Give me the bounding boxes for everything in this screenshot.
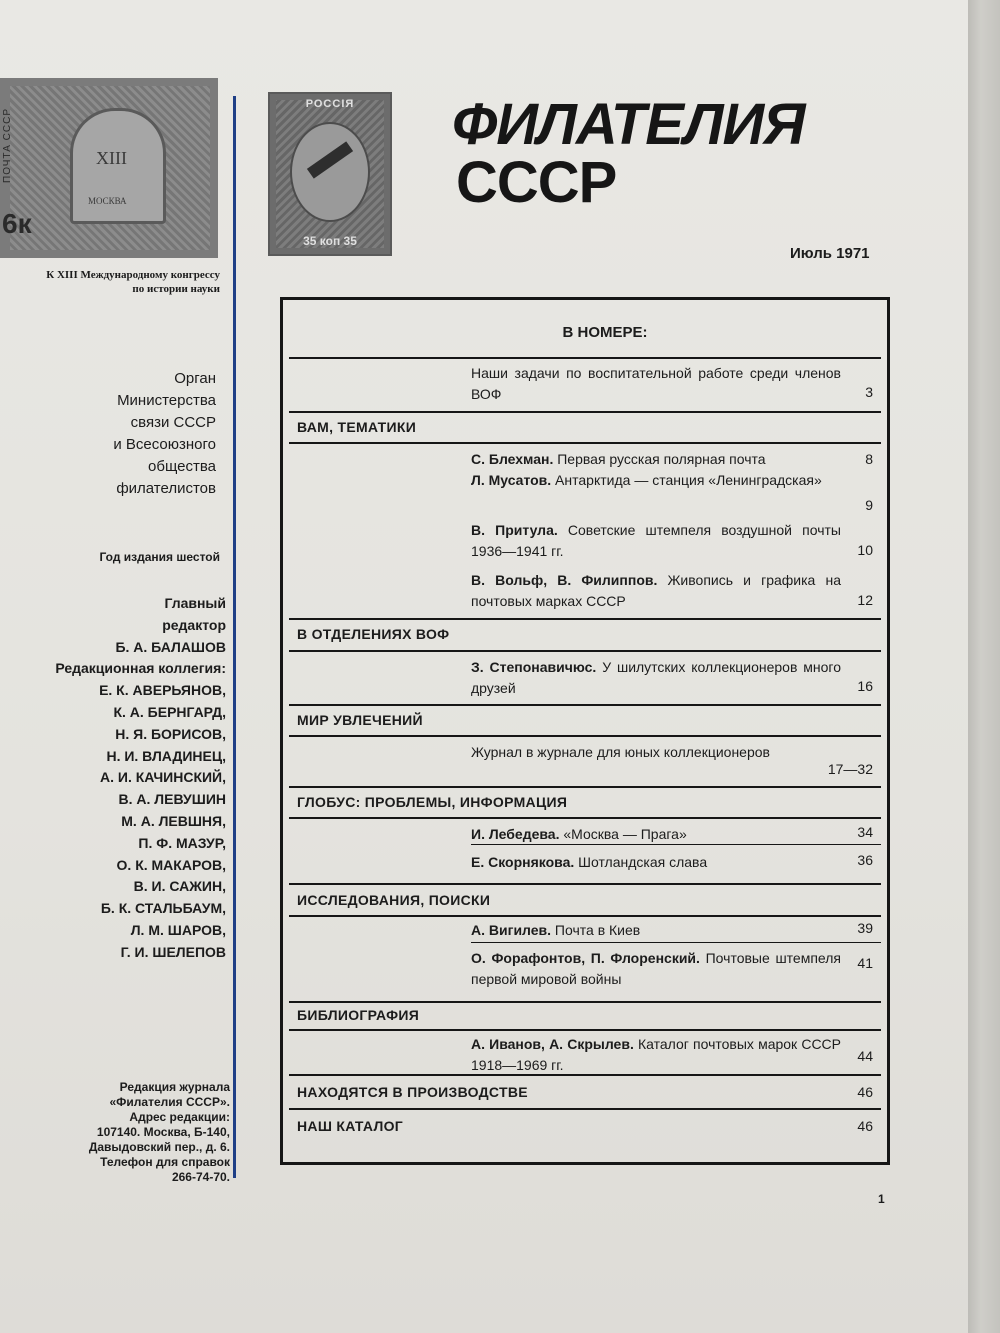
toc-section: НАХОДЯТСЯ В ПРОИЗВОДСТВЕ — [297, 1084, 528, 1100]
toc-page-number: 39 — [857, 920, 873, 936]
toc-entry — [471, 824, 841, 845]
entry-title: Шотландская слава — [574, 854, 708, 870]
stamp-caption-line: К XIII Международному конгрессу — [46, 269, 220, 281]
entry-title: Журнал в журнале для юных коллекционеров — [471, 744, 770, 760]
editorial-line: О. К. МАКАРОВ, — [116, 856, 226, 873]
toc-rule — [289, 1001, 881, 1003]
editorial-line: А. И. КАЧИНСКИЙ, — [100, 769, 226, 786]
column-divider — [233, 96, 236, 1178]
entry-author: В. Притула. — [471, 522, 558, 538]
editorial-line: П. Ф. МАЗУР, — [138, 834, 226, 851]
toc-rule — [289, 786, 881, 788]
toc-entry — [471, 920, 841, 941]
toc-entry — [471, 570, 841, 612]
publisher-line: и Всесоюзного — [113, 436, 216, 453]
toc-page-number: 12 — [857, 592, 873, 608]
editorial-line: М. А. ЛЕВШНЯ, — [121, 812, 226, 829]
entry-title: Каталог почтовых марок СССР 1918—1969 гг. — [471, 1036, 842, 1073]
entry-author: А. Иванов, А. Скрылев. — [471, 1036, 634, 1052]
entry-author: Л. Мусатов. — [471, 472, 552, 488]
toc-entry — [471, 470, 841, 491]
entry-title: Почта в Киев — [551, 922, 641, 938]
editorial-line: Редакционная коллегия: — [55, 660, 226, 677]
editorial-line: Г. И. ШЕЛЕПОВ — [120, 943, 226, 960]
title-line-2: СССР — [456, 150, 617, 215]
publisher-line: связи СССР — [130, 414, 216, 431]
toc-entry — [471, 449, 841, 470]
editorial-line: Н. И. ВЛАДИНЕЦ, — [106, 747, 226, 764]
editorial-address — [20, 1080, 230, 1185]
toc-rule — [289, 1074, 881, 1076]
editorial-line: Е. К. АВЕРЬЯНОВ, — [99, 682, 226, 699]
table-of-contents — [280, 297, 890, 1165]
address-line: Адрес редакции: — [129, 1110, 230, 1124]
editorial-line: Главный — [164, 595, 226, 611]
stamp-caption-line: по истории науки — [132, 283, 220, 295]
editorial-line: редактор — [162, 616, 226, 633]
entry-author: В. Вольф, В. Филиппов. — [471, 572, 658, 588]
publisher-info — [20, 368, 216, 500]
magazine-title — [452, 92, 805, 215]
toc-entry — [471, 657, 841, 699]
toc-page-number: 3 — [865, 384, 873, 400]
toc-entry — [471, 1034, 841, 1076]
entry-author: С. Блехман. — [471, 451, 554, 467]
stamp-roman-numeral: XIII — [96, 148, 127, 168]
entry-author: О. Форафонтов, П. Флоренский. — [471, 950, 700, 966]
toc-rule — [289, 411, 881, 413]
toc-page-number: 8 — [865, 451, 873, 467]
toc-page-number: 46 — [857, 1084, 873, 1100]
editorial-line: К. А. БЕРНГАРД, — [113, 703, 226, 720]
toc-section: В ОТДЕЛЕНИЯХ ВОФ — [297, 626, 450, 642]
toc-entry — [471, 742, 841, 763]
editorial-board — [20, 593, 226, 964]
entry-title: Антарктида — станция «Ленинградская» — [551, 472, 822, 488]
title-line-1: ФИЛАТЕЛИЯ — [452, 92, 805, 157]
entry-author: А. Вигилев. — [471, 922, 552, 938]
entry-author: Е. Скорнякова. — [471, 854, 575, 870]
editorial-line: Н. Я. БОРИСОВ, — [115, 725, 226, 742]
entry-title: Живопись и графика на почтовых марках СССР — [471, 572, 841, 609]
editorial-line: В. А. ЛЕВУШИН — [118, 791, 226, 808]
entry-title: Наши задачи по воспитательной работе среди членов ВОФ — [471, 365, 841, 402]
toc-page-number: 16 — [857, 678, 873, 694]
toc-heading: В НОМЕРЕ: — [562, 324, 648, 341]
toc-entry — [471, 363, 841, 405]
toc-page-number: 10 — [857, 542, 873, 558]
toc-section: БИБЛИОГРАФИЯ — [297, 1007, 420, 1023]
toc-page-number: 44 — [857, 1048, 873, 1064]
stamp-denomination: 6к — [2, 208, 32, 239]
address-line: Телефон для справок — [100, 1155, 230, 1169]
stamp-caption — [0, 268, 220, 296]
entry-title: «Москва — Прага» — [559, 826, 687, 842]
publisher-line: общества — [148, 458, 216, 475]
toc-section: ИССЛЕДОВАНИЯ, ПОИСКИ — [297, 892, 491, 908]
editorial-line: Б. А. БАЛАШОВ — [115, 638, 226, 655]
address-line: 266-74-70. — [171, 1170, 230, 1184]
address-line: 107140. Москва, Б-140, — [96, 1125, 230, 1139]
editorial-line: В. И. САЖИН, — [133, 878, 226, 895]
address-line: Редакция журнала — [119, 1080, 230, 1094]
stamp-postage-text: ПОЧТА СССР — [2, 108, 13, 183]
toc-entry — [471, 852, 841, 873]
toc-entry — [471, 948, 841, 990]
toc-section: ГЛОБУС: ПРОБЛЕМЫ, ИНФОРМАЦИЯ — [297, 794, 568, 810]
toc-page-number: 46 — [857, 1118, 873, 1134]
toc-section: НАШ КАТАЛОГ — [297, 1118, 404, 1134]
entry-title: Первая русская полярная почта — [553, 451, 766, 467]
entry-author: З. Степонавичюс. — [471, 659, 597, 675]
congress-stamp-image — [0, 78, 218, 258]
toc-rule — [289, 357, 881, 359]
page-edge — [968, 0, 1000, 1333]
toc-page-number: 36 — [857, 852, 873, 868]
entry-title: У шилутских коллекционеров много друзей — [471, 659, 842, 696]
toc-section: МИР УВЛЕЧЕНИЙ — [297, 712, 423, 728]
toc-rule — [289, 817, 881, 819]
publisher-line: Министерства — [117, 392, 216, 409]
toc-page-number: 34 — [857, 824, 873, 840]
toc-rule — [289, 883, 881, 885]
issue-date: Июль 1971 — [790, 245, 870, 262]
toc-rule — [289, 1029, 881, 1031]
toc-subrule — [471, 844, 881, 845]
toc-page-number: 41 — [857, 955, 873, 971]
address-line: «Филателия СССР». — [109, 1095, 230, 1109]
toc-section: ВАМ, ТЕМАТИКИ — [297, 419, 417, 435]
editorial-line: Л. М. ШАРОВ, — [130, 921, 226, 938]
toc-page-number: 17—32 — [827, 761, 873, 777]
toc-rule — [289, 735, 881, 737]
address-line: Давыдовский пер., д. 6. — [88, 1140, 230, 1154]
toc-entry — [471, 520, 841, 562]
toc-rule — [289, 618, 881, 620]
editorial-line: Б. К. СТАЛЬБАУМ, — [100, 900, 226, 917]
toc-rule — [289, 915, 881, 917]
entry-author: И. Лебедева. — [471, 826, 560, 842]
toc-subrule — [471, 942, 881, 943]
publisher-line: Орган — [174, 370, 216, 387]
publication-year: Год издания шестой — [99, 550, 220, 564]
toc-rule — [289, 442, 881, 444]
airmail-stamp-image — [268, 92, 392, 256]
stamp-value: 35 коп 35 — [303, 234, 357, 248]
toc-rule — [289, 704, 881, 706]
stamp-country: РОССIЯ — [305, 98, 355, 110]
entry-title: Почтовые штемпеля первой мировой войны — [471, 950, 841, 987]
entry-title: Советские штемпеля воздушной почты 1936—1941 гг. — [471, 522, 841, 559]
toc-page-number: 9 — [865, 497, 873, 513]
stamp-city: МОСКВА — [88, 196, 127, 206]
toc-rule — [289, 650, 881, 652]
toc-rule — [289, 1108, 881, 1110]
page-number: 1 — [878, 1192, 885, 1206]
publisher-line: филателистов — [116, 480, 216, 497]
